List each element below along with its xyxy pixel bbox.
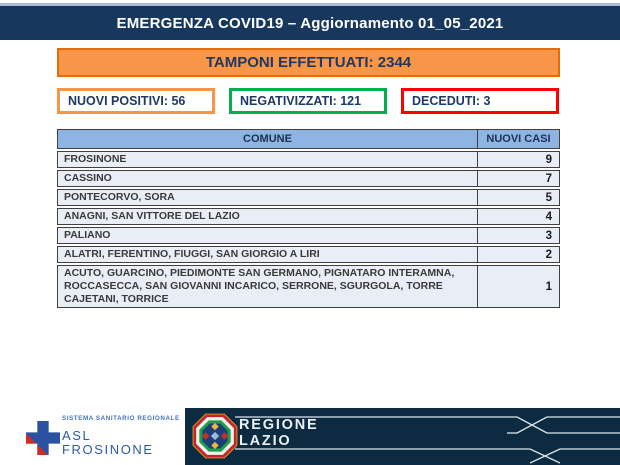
nuovi-casi-cell: 1 <box>477 266 559 307</box>
stat-box <box>401 88 559 114</box>
asl-name-line2: FROSINONE <box>62 441 154 457</box>
table-body <box>57 151 560 308</box>
content <box>57 48 560 310</box>
comune-cell: ACUTO, GUARCINO, PIEDIMONTE SAN GERMANO, PIGNATARO INTERAMNA, ROCCASECCA, SAN GIOVANNI INCARICO, SERRONE, SGURGOLA, TORRE CAJETANI, TORRICE <box>64 267 455 305</box>
page-title: EMERGENZA COVID19 – Aggiornamento 01_05_2021 <box>116 14 504 32</box>
asl-name <box>62 429 180 456</box>
table-row <box>57 189 560 206</box>
tamponi-label: TAMPONI EFFETTUATI: 2344 <box>205 54 412 71</box>
regione-lazio-emblem-icon <box>192 413 238 459</box>
lazio-label: LAZIO <box>239 432 292 449</box>
asl-name-line1: ASL <box>62 428 92 443</box>
table-header-row <box>57 129 560 149</box>
table-row <box>57 246 560 263</box>
asl-cross-icon <box>26 418 60 458</box>
column-header-comune: COMUNE <box>243 132 292 145</box>
column-header-nuovi-casi: NUOVI CASI <box>477 130 559 148</box>
asl-frosinone-logo <box>26 415 180 461</box>
stat-negativizzati: NEGATIVIZZATI: 121 <box>240 94 362 108</box>
regione-lazio-wordmark <box>239 418 318 449</box>
table-row <box>57 170 560 187</box>
tamponi-banner <box>57 48 560 77</box>
nuovi-casi-cell: 3 <box>477 228 559 243</box>
regione-label: REGIONE <box>239 417 319 433</box>
comune-cell: PONTECORVO, SORA <box>64 191 175 203</box>
comune-cell: ANAGNI, SAN VITTORE DEL LAZIO <box>64 210 240 222</box>
cases-table <box>57 129 560 308</box>
nuovi-casi-cell: 9 <box>477 152 559 167</box>
asl-system-label: SISTEMA SANITARIO REGIONALE <box>62 415 180 422</box>
comune-cell: FROSINONE <box>64 153 127 165</box>
asl-text-block <box>62 415 180 456</box>
nuovi-casi-cell: 2 <box>477 247 559 262</box>
table-row <box>57 227 560 244</box>
nuovi-casi-cell: 4 <box>477 209 559 224</box>
stat-box <box>229 88 387 114</box>
nuovi-casi-cell: 5 <box>477 190 559 205</box>
stats-row <box>57 88 560 114</box>
table-row <box>57 151 560 168</box>
stat-deceduti: DECEDUTI: 3 <box>412 94 491 108</box>
regione-lazio-bar <box>185 408 620 465</box>
comune-cell: PALIANO <box>64 229 111 241</box>
stat-nuovi-positivi: NUOVI POSITIVI: 56 <box>68 94 186 108</box>
comune-cell: CASSINO <box>64 172 112 184</box>
comune-cell: ALATRI, FERENTINO, FIUGGI, SAN GIORGIO A LIRI <box>64 248 320 260</box>
table-row <box>57 265 560 308</box>
nuovi-casi-cell: 7 <box>477 171 559 186</box>
table-row <box>57 208 560 225</box>
title-bar <box>0 6 620 40</box>
stat-box <box>57 88 215 114</box>
